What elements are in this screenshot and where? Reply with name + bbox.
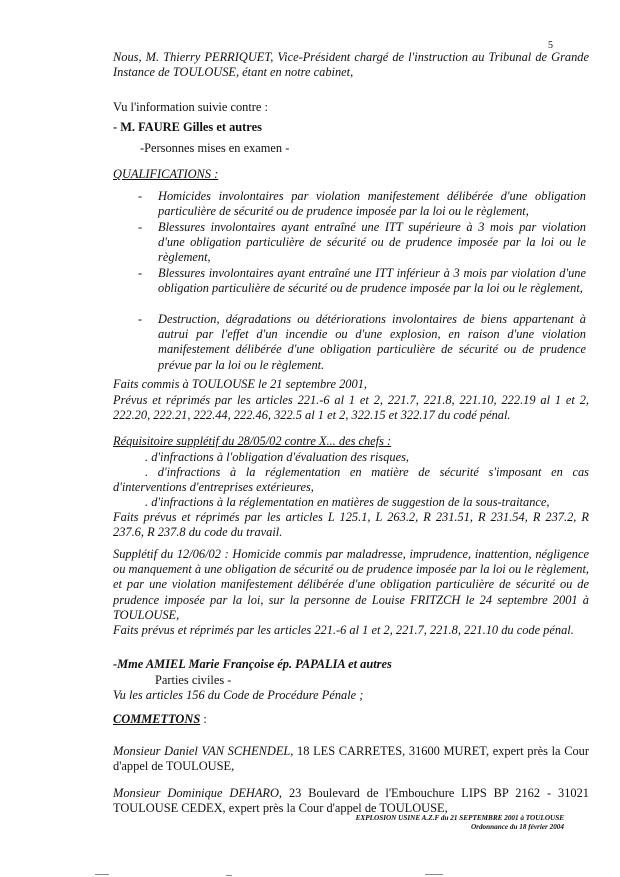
qualification-item: Blessures involontaires ayant entraîné une ITT inférieur à 3 mois par violation d'une obligation particulière de sécurité ou de prudence imposée par la loi ou le règlement,: [158, 266, 586, 296]
scan-speck: [226, 875, 232, 876]
vu-information: Vu l'information suivie contre :: [113, 100, 268, 114]
expert-2: [113, 786, 589, 816]
qualification-item: Homicides involontaires par violation manifestement délibérée d'une obligation particulière de sécurité ou de prudence imposée par la loi ou le règlement,: [158, 189, 586, 219]
suppletif-paragraph: Supplétif du 12/06/02 : Homicide commis par maladresse, imprudence, inattention, négligence ou manquement à une obligation de sécurité ou de prudence imposée par la loi ou le règlement, et par une violation manifestement délibérée d'une obligation particulière de sécurité ou de prudence imposée par la loi, sur la personne de Louise FRITZCH le 24 septembre 2001 à TOULOUSE,: [113, 547, 589, 622]
expert-1-details: 18 LES CARRETES, 31600 MURET, expert près la Cour d'appel de TOULOUSE,: [113, 744, 589, 774]
accused-name: - M. FAURE Gilles et autres: [113, 120, 262, 134]
bullet-dash: -: [138, 189, 143, 203]
expert-1: [113, 744, 589, 774]
civil-party-name: -Mme AMIEL Marie Françoise ép. PAPALIA et autres: [113, 657, 392, 671]
intro-paragraph: Nous, M. Thierry PERRIQUET, Vice-Président chargé de l'instruction au Tribunal de Grande Instance de TOULOUSE, étant en notre cabinet,: [113, 50, 589, 80]
requisitoire-item-continued: d'interventions d'entreprises extérieures,: [113, 480, 314, 494]
civil-party-status: Parties civiles -: [155, 673, 232, 687]
commettons-colon: :: [200, 712, 207, 726]
commettons-label: COMMETTONS: [113, 712, 201, 726]
footer-ordonnance-date: Ordonnance du 18 février 2004: [470, 823, 564, 831]
page-number: 5: [548, 40, 553, 51]
requisitoire-item: . d'infractions à la réglementation en matière de sécurité s'imposant en cas: [145, 465, 589, 479]
faits-commis-articles: Prévus et réprimés par les articles 221.-6 al 1 et 2, 221.7, 221.8, 221.10, 222.19 al 1 et 2, 222.20, 222.21, 222.44, 222.46, 322.5 al 1 et 2, 322.15 et 322.17 du codé pénal.: [113, 393, 589, 423]
requisitoire-item: . d'infractions à l'obligation d'évaluation des risques,: [145, 450, 410, 464]
scan-speck: [95, 874, 109, 875]
accused-status: -Personnes mises en examen -: [140, 141, 290, 155]
qualifications-heading: QUALIFICATIONS :: [113, 167, 219, 181]
bullet-dash: -: [138, 220, 143, 234]
footer-case-title: EXPLOSION USINE A.Z.F du 21 SEPTEMBRE 2001 à TOULOUSE: [355, 814, 564, 822]
commettons-heading: [113, 712, 207, 727]
requisitoire-heading: Réquisitoire supplétif du 28/05/02 contre X... des chefs :: [113, 434, 392, 448]
vu-articles: Vu les articles 156 du Code de Procédure Pénale ;: [113, 688, 364, 702]
faits-commis-line: Faits commis à TOULOUSE le 21 septembre 2001,: [113, 377, 367, 391]
suppletif-articles: Faits prévus et réprimés par les articles 221.-6 al 1 et 2, 221.7, 221.8, 221.10 du code pénal.: [113, 623, 574, 637]
requisitoire-item: . d'infractions à la réglementation en matières de suggestion de la sous-traitance,: [145, 495, 550, 509]
expert-2-name: Monsieur Dominique DEHARO,: [113, 786, 283, 800]
requisitoire-articles: Faits prévus et réprimés par les articles L 125.1, L 263.2, R 231.51, R 231.54, R 237.2, R 237.6, R 237.8 du code du travail.: [113, 510, 589, 540]
bullet-dash: -: [138, 312, 143, 326]
qualification-item: Destruction, dégradations ou détériorations involontaires de biens appartenant à autrui par l'effet d'un incendie ou d'une explosion, en raison d'une violation manifestement délibérée d'une obligation particulière de sécurité ou de prudence prévue par la loi ou le règlement.: [158, 312, 586, 372]
qualification-item: Blessures involontaires ayant entraîné une ITT supérieure à 3 mois par violation d'une obligation particulière de sécurité ou de prudence imposée par la loi ou le règlement,: [158, 220, 586, 265]
bullet-dash: -: [138, 266, 143, 280]
expert-1-name: Monsieur Daniel VAN SCHENDEL,: [113, 744, 294, 758]
expert-2-details: 23 Boulevard de l'Embouchure LIPS BP 2162 - 31021 TOULOUSE CEDEX, expert près la Cour d'appel de TOULOUSE,: [113, 786, 589, 816]
scan-speck: [425, 874, 443, 875]
